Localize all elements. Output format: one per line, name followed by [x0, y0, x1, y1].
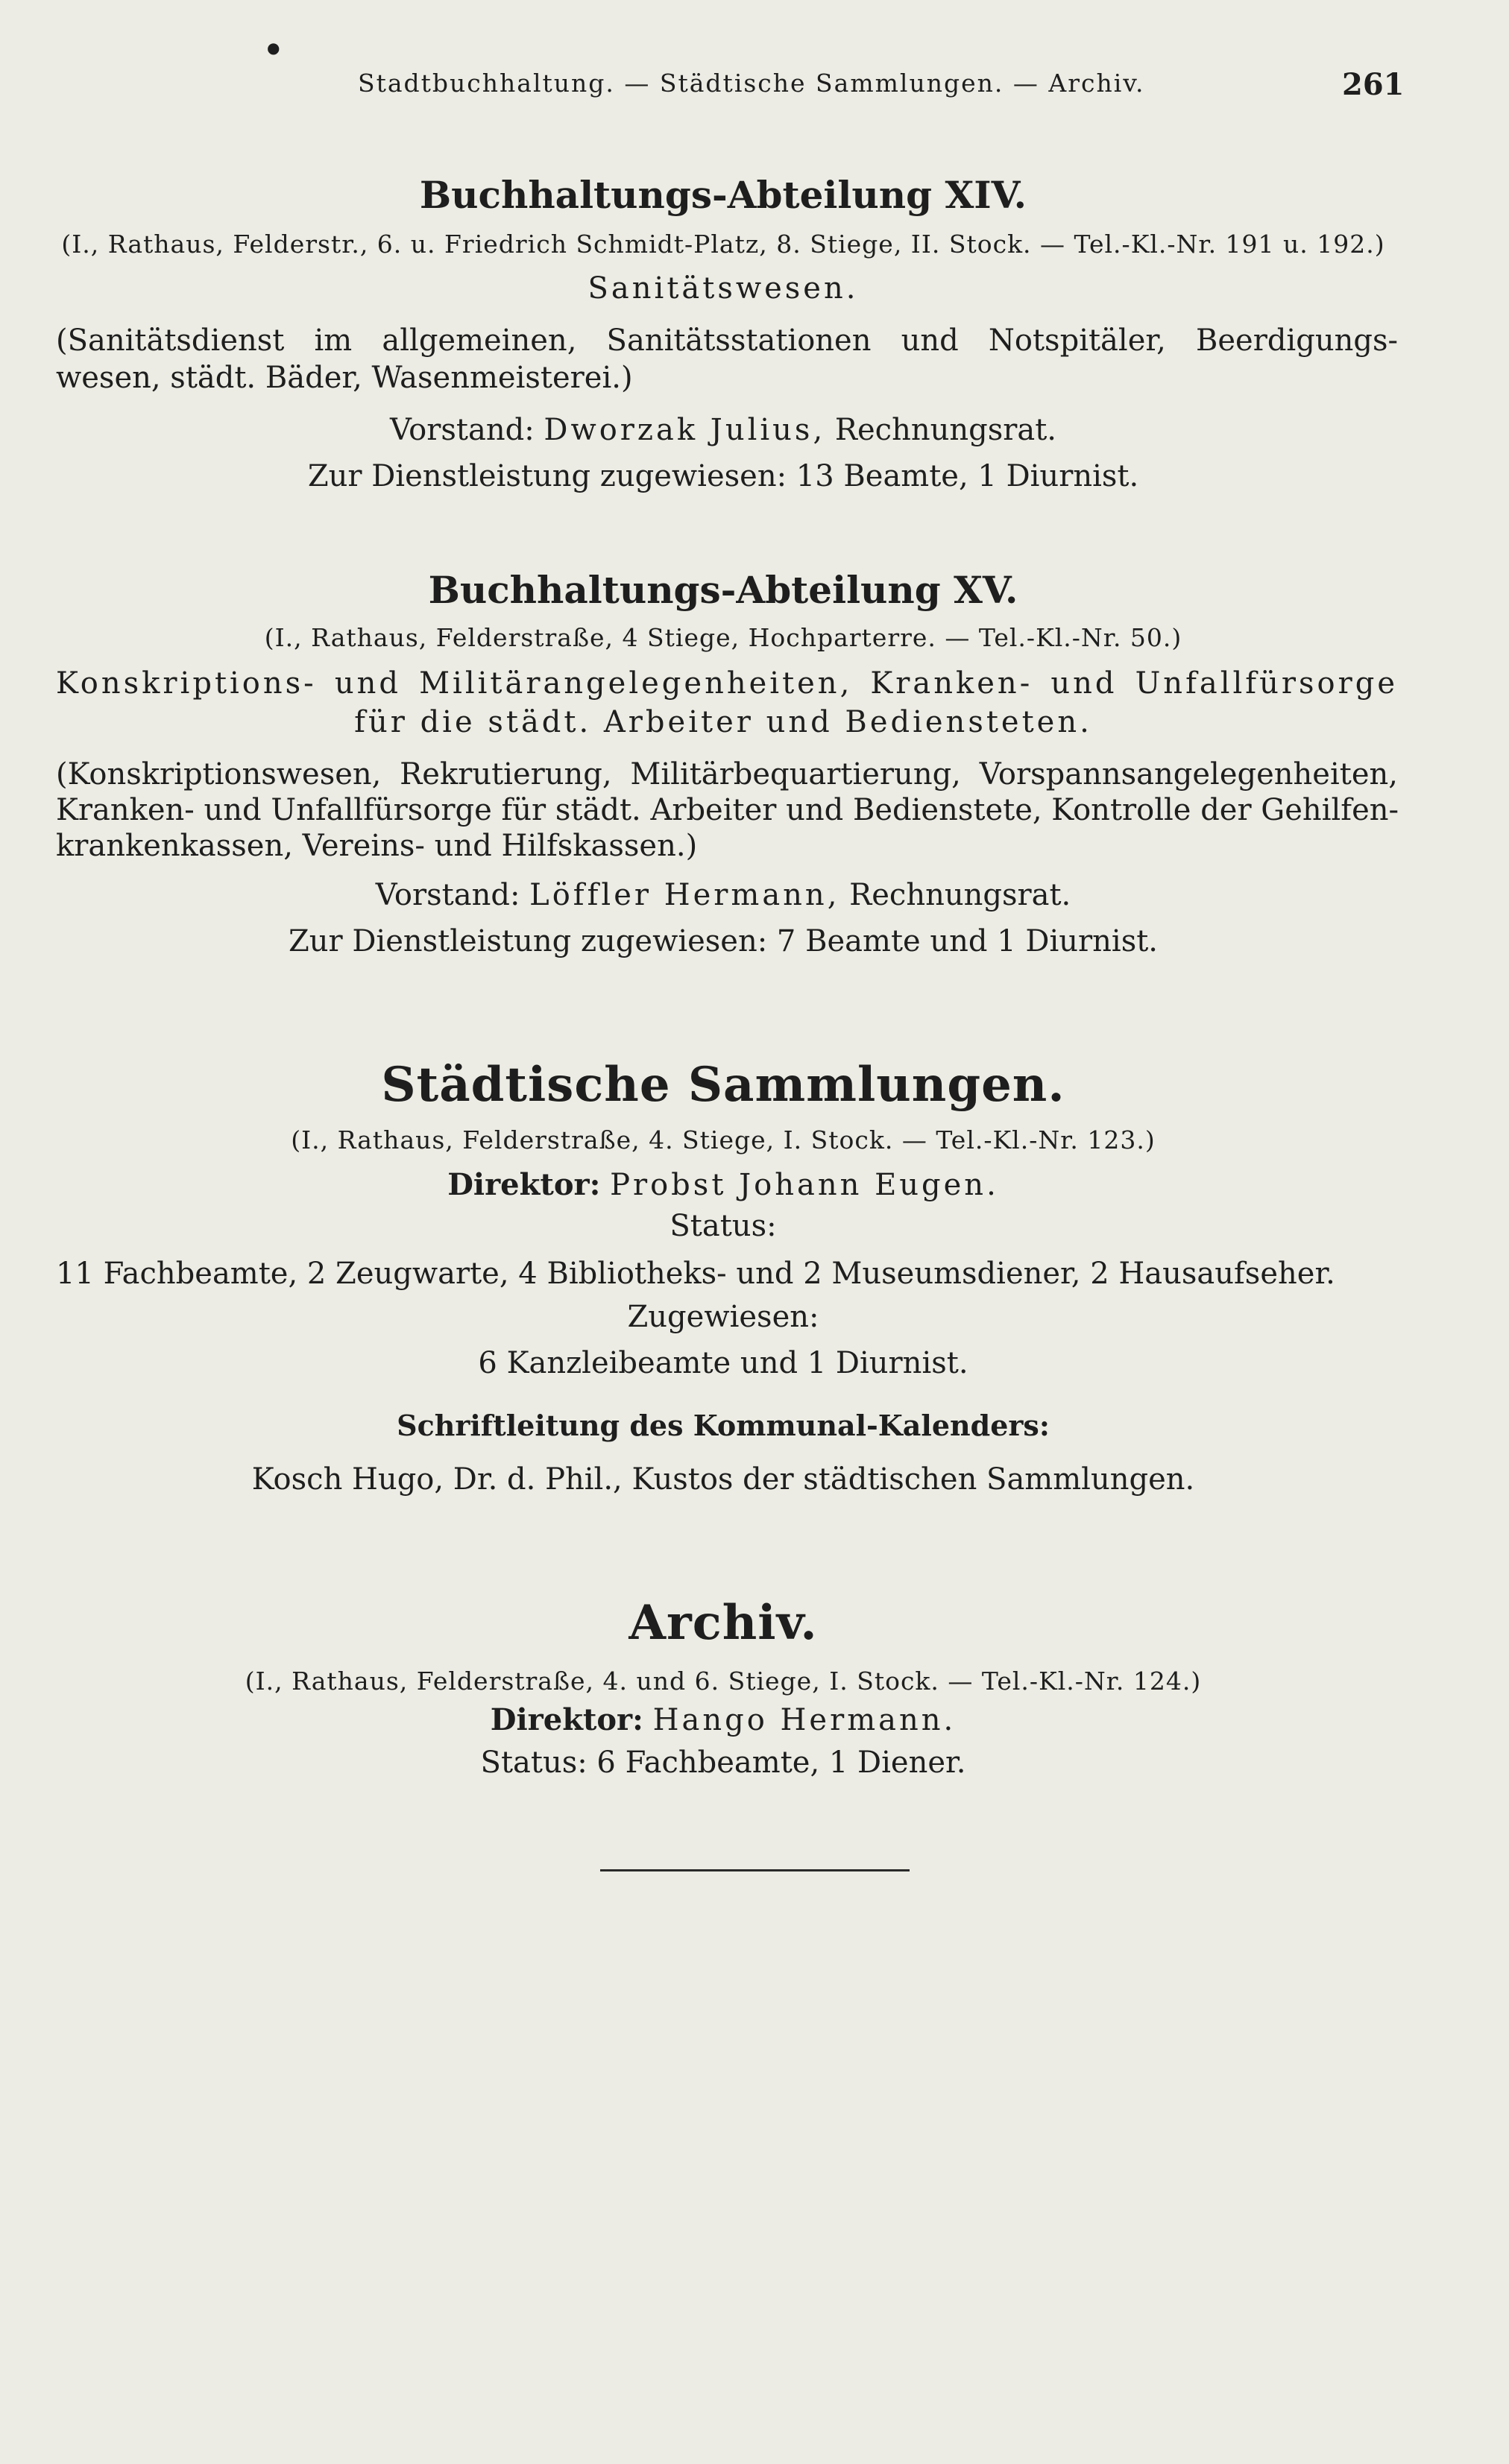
address-dept14: (I., Rathaus, Felderstr., 6. u. Friedrich Schmidt-Platz, 8. Stiege, II. Stock. — Tel.-Kl.-Nr. 191 u. 192.) [61, 230, 1385, 259]
description-dept14-line2: wesen, städt. Bäder, Wasenmeisterei.) [56, 361, 633, 395]
running-header: Stadtbuchhaltung. — Städtische Sammlungen. — Archiv. [358, 69, 1145, 98]
ink-dot: ● [267, 39, 280, 57]
status-archive: Status: 6 Fachbeamte, 1 Diener. [480, 1746, 966, 1780]
director-label: Direktor: [447, 1167, 601, 1202]
editorial-label: Schriftleitung des Kommunal-Kalenders: [397, 1409, 1050, 1442]
head-label: Vorstand: [389, 413, 535, 447]
status-collections: 11 Fachbeamte, 2 Zeugwarte, 4 Bibliotheks- und 2 Museumsdiener, 2 Hausaufseher. [56, 1257, 1335, 1291]
director-name: Probst Johann Eugen. [610, 1168, 999, 1202]
staff-dept14: Zur Dienstleistung zugewiesen: 13 Beamte, 1 Diurnist. [307, 459, 1139, 493]
section-title-collections: Städtische Sammlungen. [381, 1057, 1065, 1113]
section-divider [600, 1869, 910, 1871]
address-archive: (I., Rathaus, Felderstraße, 4. und 6. Stiege, I. Stock. — Tel.-Kl.-Nr. 124.) [245, 1667, 1202, 1696]
subject-dept14: Sanitätswesen. [587, 271, 859, 306]
director-collections [52, 1167, 1394, 1202]
address-collections: (I., Rathaus, Felderstraße, 4. Stiege, I. Stock. — Tel.-Kl.-Nr. 123.) [291, 1125, 1156, 1154]
section-title-dept14: Buchhaltungs-Abteilung XIV. [419, 173, 1027, 217]
head-dept15 [52, 878, 1394, 912]
assigned-collections: 6 Kanzleibeamte und 1 Diurnist. [478, 1346, 968, 1380]
editor-collections: Kosch Hugo, Dr. d. Phil., Kustos der städtischen Sammlungen. [251, 1462, 1195, 1497]
head-label: Vorstand: [375, 878, 520, 912]
staff-dept15: Zur Dienstleistung zugewiesen: 7 Beamte und 1 Diurnist. [288, 924, 1159, 958]
head-name: Dworzak Julius, [544, 413, 826, 447]
section-title-dept15: Buchhaltungs-Abteilung XV. [428, 568, 1018, 612]
head-title: Rechnungsrat. [849, 878, 1071, 912]
director-label: Direktor: [490, 1702, 643, 1737]
description-dept14-line1: (Sanitätsdienst im allgemeinen, Sanitätsstationen und Notspitäler, Beerdigungs- [56, 323, 1398, 358]
status-label-collections: Status: [670, 1209, 777, 1243]
address-dept15: (I., Rathaus, Felderstraße, 4 Stiege, Hochparterre. — Tel.-Kl.-Nr. 50.) [264, 623, 1182, 652]
head-dept14 [52, 413, 1394, 447]
head-title: Rechnungsrat. [834, 413, 1057, 447]
description-dept15-line2: Kranken- und Unfallfürsorge für städt. Arbeiter und Bedienstete, Kontrolle der Gehilfen- [56, 793, 1399, 827]
description-dept15-line3: krankenkassen, Vereins- und Hilfskassen.) [56, 829, 698, 863]
head-name: Löffler Hermann, [529, 878, 840, 912]
subject-dept15-line2: für die städt. Arbeiter und Bediensteten. [354, 705, 1092, 739]
description-dept15-line1: (Konskriptionswesen, Rekrutierung, Militärbequartierung, Vorspannsangelegenheiten, [56, 757, 1398, 792]
subject-dept15-line1: Konskriptions- und Militärangelegenheiten, Kranken- und Unfallfürsorge [56, 666, 1398, 701]
director-name: Hango Hermann. [652, 1703, 957, 1737]
assigned-label-collections: Zugewiesen: [627, 1300, 819, 1334]
page-number: 261 [1342, 67, 1405, 102]
section-title-archive: Archiv. [629, 1595, 818, 1651]
director-archive [52, 1702, 1394, 1737]
